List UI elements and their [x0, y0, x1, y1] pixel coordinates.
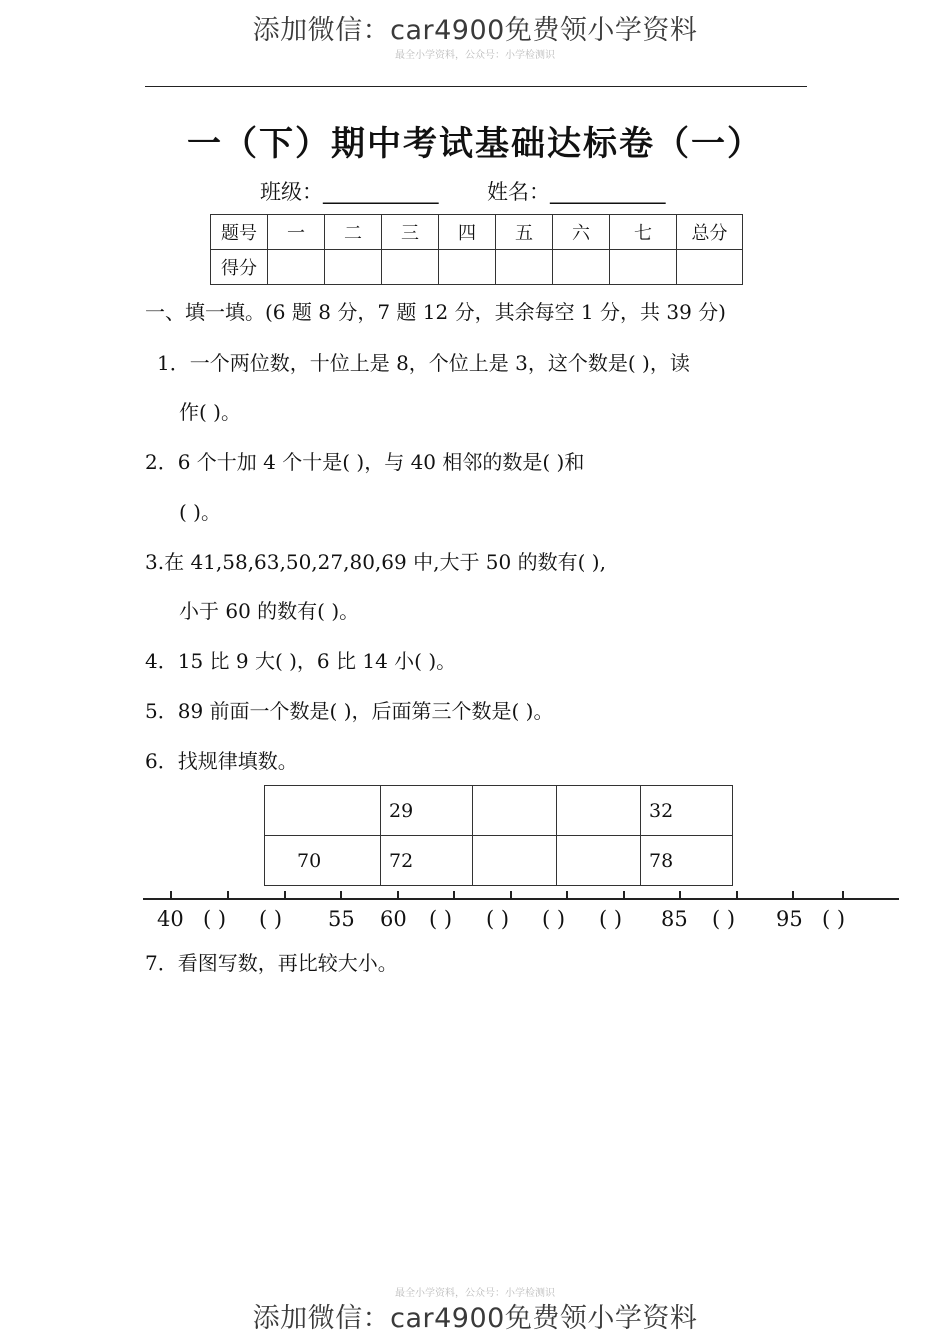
number-line-blank[interactable]: ( ) [712, 907, 736, 931]
score-cell[interactable] [677, 250, 743, 285]
score-header-cell: 五 [496, 215, 553, 250]
number-line-label: 40 [157, 907, 184, 931]
score-table-header-row [211, 215, 743, 250]
number-line-tick [170, 891, 172, 899]
section-heading: 一、填一填。(6 题 8 分，7 题 12 分，其余每空 1 分，共 39 分) [145, 300, 726, 324]
pattern-cell: 29 [381, 786, 473, 836]
pattern-table [264, 785, 733, 886]
page-title: 一（下）期中考试基础达标卷（一） [187, 124, 763, 164]
score-table [210, 214, 743, 285]
number-line-blank[interactable]: ( ) [486, 907, 510, 931]
pattern-cell[interactable] [473, 786, 557, 836]
number-line-blank[interactable]: ( ) [203, 907, 227, 931]
faint-footer-text: 最全小学资料，公众号：小学检测识 [395, 1288, 555, 1299]
pattern-row [265, 786, 733, 836]
score-table-score-row [211, 250, 743, 285]
question-2-line-2: ( )。 [179, 500, 221, 524]
number-line-blank[interactable]: ( ) [429, 907, 453, 931]
score-cell[interactable] [553, 250, 610, 285]
score-cell[interactable] [268, 250, 325, 285]
number-line-blank[interactable]: ( ) [599, 907, 623, 931]
number-line-tick [453, 891, 455, 899]
pattern-cell: 72 [381, 836, 473, 886]
pattern-row [265, 836, 733, 886]
question-1-line-2: 作( )。 [179, 400, 241, 424]
number-line-tick [284, 891, 286, 899]
number-line-label: 95 [776, 907, 803, 931]
pattern-cell[interactable] [473, 836, 557, 886]
number-line-label: 85 [661, 907, 688, 931]
score-cell[interactable] [439, 250, 496, 285]
score-header-cell: 六 [553, 215, 610, 250]
number-line-tick [227, 891, 229, 899]
score-header-cell: 题号 [211, 215, 268, 250]
number-line [143, 898, 899, 900]
question-5: 5．89 前面一个数是( )，后面第三个数是( )。 [145, 699, 554, 723]
question-1-line-1: 1．一个两位数，十位上是 8，个位上是 3，这个数是( )，读 [157, 351, 690, 375]
score-cell[interactable] [382, 250, 439, 285]
number-line-blank[interactable]: ( ) [542, 907, 566, 931]
pattern-cell[interactable] [557, 786, 641, 836]
number-line-tick [792, 891, 794, 899]
score-cell[interactable] [325, 250, 382, 285]
class-field[interactable]: 班级：___________ [260, 180, 439, 204]
score-header-cell: 一 [268, 215, 325, 250]
watermark-top: 添加微信：car4900免费领小学资料 [252, 15, 698, 46]
number-line-label: 55 [328, 907, 355, 931]
question-4: 4．15 比 9 大( )，6 比 14 小( )。 [145, 649, 457, 673]
question-3-line-2: 小于 60 的数有( )。 [179, 599, 360, 623]
score-header-cell: 四 [439, 215, 496, 250]
score-header-cell: 二 [325, 215, 382, 250]
pattern-cell: 78 [641, 836, 733, 886]
score-header-cell: 三 [382, 215, 439, 250]
watermark-bottom: 添加微信：car4900免费领小学资料 [252, 1303, 698, 1334]
score-header-cell: 总分 [677, 215, 743, 250]
pattern-cell: 32 [641, 786, 733, 836]
question-6: 6．找规律填数。 [145, 749, 298, 773]
number-line-tick [340, 891, 342, 899]
pattern-cell[interactable] [557, 836, 641, 886]
header-divider [145, 86, 807, 87]
number-line-blank[interactable]: ( ) [259, 907, 283, 931]
faint-header-text: 最全小学资料，公众号：小学检测识 [395, 50, 555, 61]
question-3-line-1: 3.在 41,58,63,50,27,80,69 中,大于 50 的数有( ), [145, 550, 606, 574]
number-line-tick [679, 891, 681, 899]
question-2-line-1: 2．6 个十加 4 个十是( )，与 40 相邻的数是( )和 [145, 450, 585, 474]
number-line-tick [623, 891, 625, 899]
score-row-label: 得分 [211, 250, 268, 285]
number-line-tick [842, 891, 844, 899]
name-field[interactable]: 姓名：___________ [487, 180, 666, 204]
question-7: 7．看图写数，再比较大小。 [145, 951, 398, 975]
pattern-cell[interactable] [265, 786, 381, 836]
number-line-blank[interactable]: ( ) [822, 907, 846, 931]
number-line-tick [566, 891, 568, 899]
number-line-tick [736, 891, 738, 899]
number-line-tick [510, 891, 512, 899]
number-line-tick [397, 891, 399, 899]
score-header-cell: 七 [610, 215, 677, 250]
score-cell[interactable] [496, 250, 553, 285]
number-line-label: 60 [380, 907, 407, 931]
score-cell[interactable] [610, 250, 677, 285]
pattern-cell: 70 [265, 836, 381, 886]
